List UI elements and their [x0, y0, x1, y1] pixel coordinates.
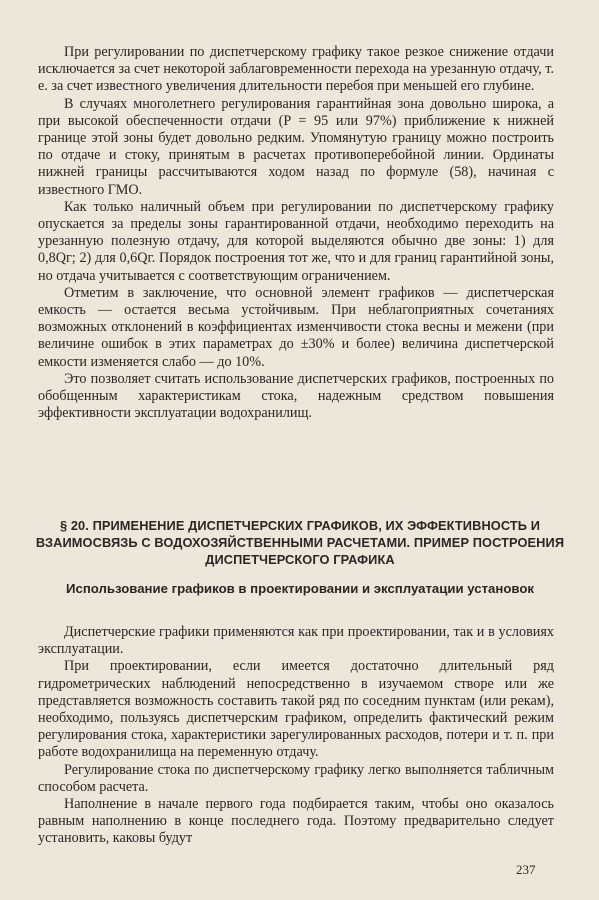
paragraph: При регулировании по диспетчерскому графику такое резкое снижение отдачи исключается за счет некоторой заблаговременности перехода на урезанную отдачу, т. е. за счет известного увеличения длительности перебоя при меньшей его глубине. [38, 44, 554, 95]
paragraph: Как только наличный объем при регулировании по диспетчерскому графику опускается за пределы зоны гарантированной отдачи, необходимо переходить на урезанную полезную отдачу, для которой выделяются обычно две зоны: 1) для 0,8Qг; 2) для 0,6Qг. Порядок построения тот же, что и для границ гарантийной зоны, но отдача учитывается с соответствующим ограничением. [38, 198, 554, 284]
paragraph: В случаях многолетнего регулирования гарантийная зона довольно широка, а при высокой обеспеченности отдачи (P = 95 или 97%) приближение к нижней границе этой зоны будет довольно редким. Упомянутую границу можно построить по отдаче и стоку, принятым в расчетах противоперебойной линии. Ординаты нижней границы рассчитываются ходом назад по формуле (58), начиная с известного ГМО. [38, 95, 554, 198]
paragraph: При проектировании, если имеется достаточно длительный ряд гидрометрических наблюдений непосредственно в изучаемом створе или же представляется возможность составить такой ряд по соседним пунктам (или рекам), необходимо, пользуясь диспетчерским графиком, определить фактический режим регулирования стока, характеристики зарегулированных расходов, потери и т. п. при работе водохранилища на переменную отдачу. [38, 658, 554, 761]
paragraph: Это позволяет считать использование диспетчерских графиков, построенных по обобщенным характеристикам стока, надежным средством повышения эффективности эксплуатации водохранилищ. [38, 370, 554, 422]
paragraph: Диспетчерские графики применяются как при проектировании, так и в условиях эксплуатации. [38, 624, 554, 658]
section-heading: § 20. ПРИМЕНЕНИЕ ДИСПЕТЧЕРСКИХ ГРАФИКОВ, ИХ ЭФФЕКТИВНОСТЬ И ВЗАИМОСВЯЗЬ С ВОДОХОЗЯЙСТВЕННЫМИ РАСЧЕТАМИ. ПРИМЕР ПОСТРОЕНИЯ ДИСПЕТЧЕРСКОГО ГРАФИКА [35, 518, 565, 567]
paragraph: Наполнение в начале первого года подбирается таким, чтобы оно оказалось равным наполнению в конце последнего года. Поэтому предварительно следует установить, каковы будут [38, 796, 554, 847]
paragraph: Отметим в заключение, что основной элемент графиков — диспетчерская емкость — остается весьма устойчивым. При неблагоприятных сочетаниях возможных отклонений в коэффициентах изменчивости стока весны и межени (при величине ошибок в этих параметрах до ±30% и более) величина диспетчерской емкости изменяется слабо — до 10%. [38, 284, 554, 370]
paragraph: Регулирование стока по диспетчерскому графику легко выполняется табличным способом расчета. [38, 761, 554, 795]
bottom-text-block [38, 624, 554, 848]
page-number: 237 [516, 862, 536, 877]
sub-heading: Использование графиков в проектировании и эксплуатации установок [66, 581, 534, 596]
top-text-block [38, 44, 554, 422]
